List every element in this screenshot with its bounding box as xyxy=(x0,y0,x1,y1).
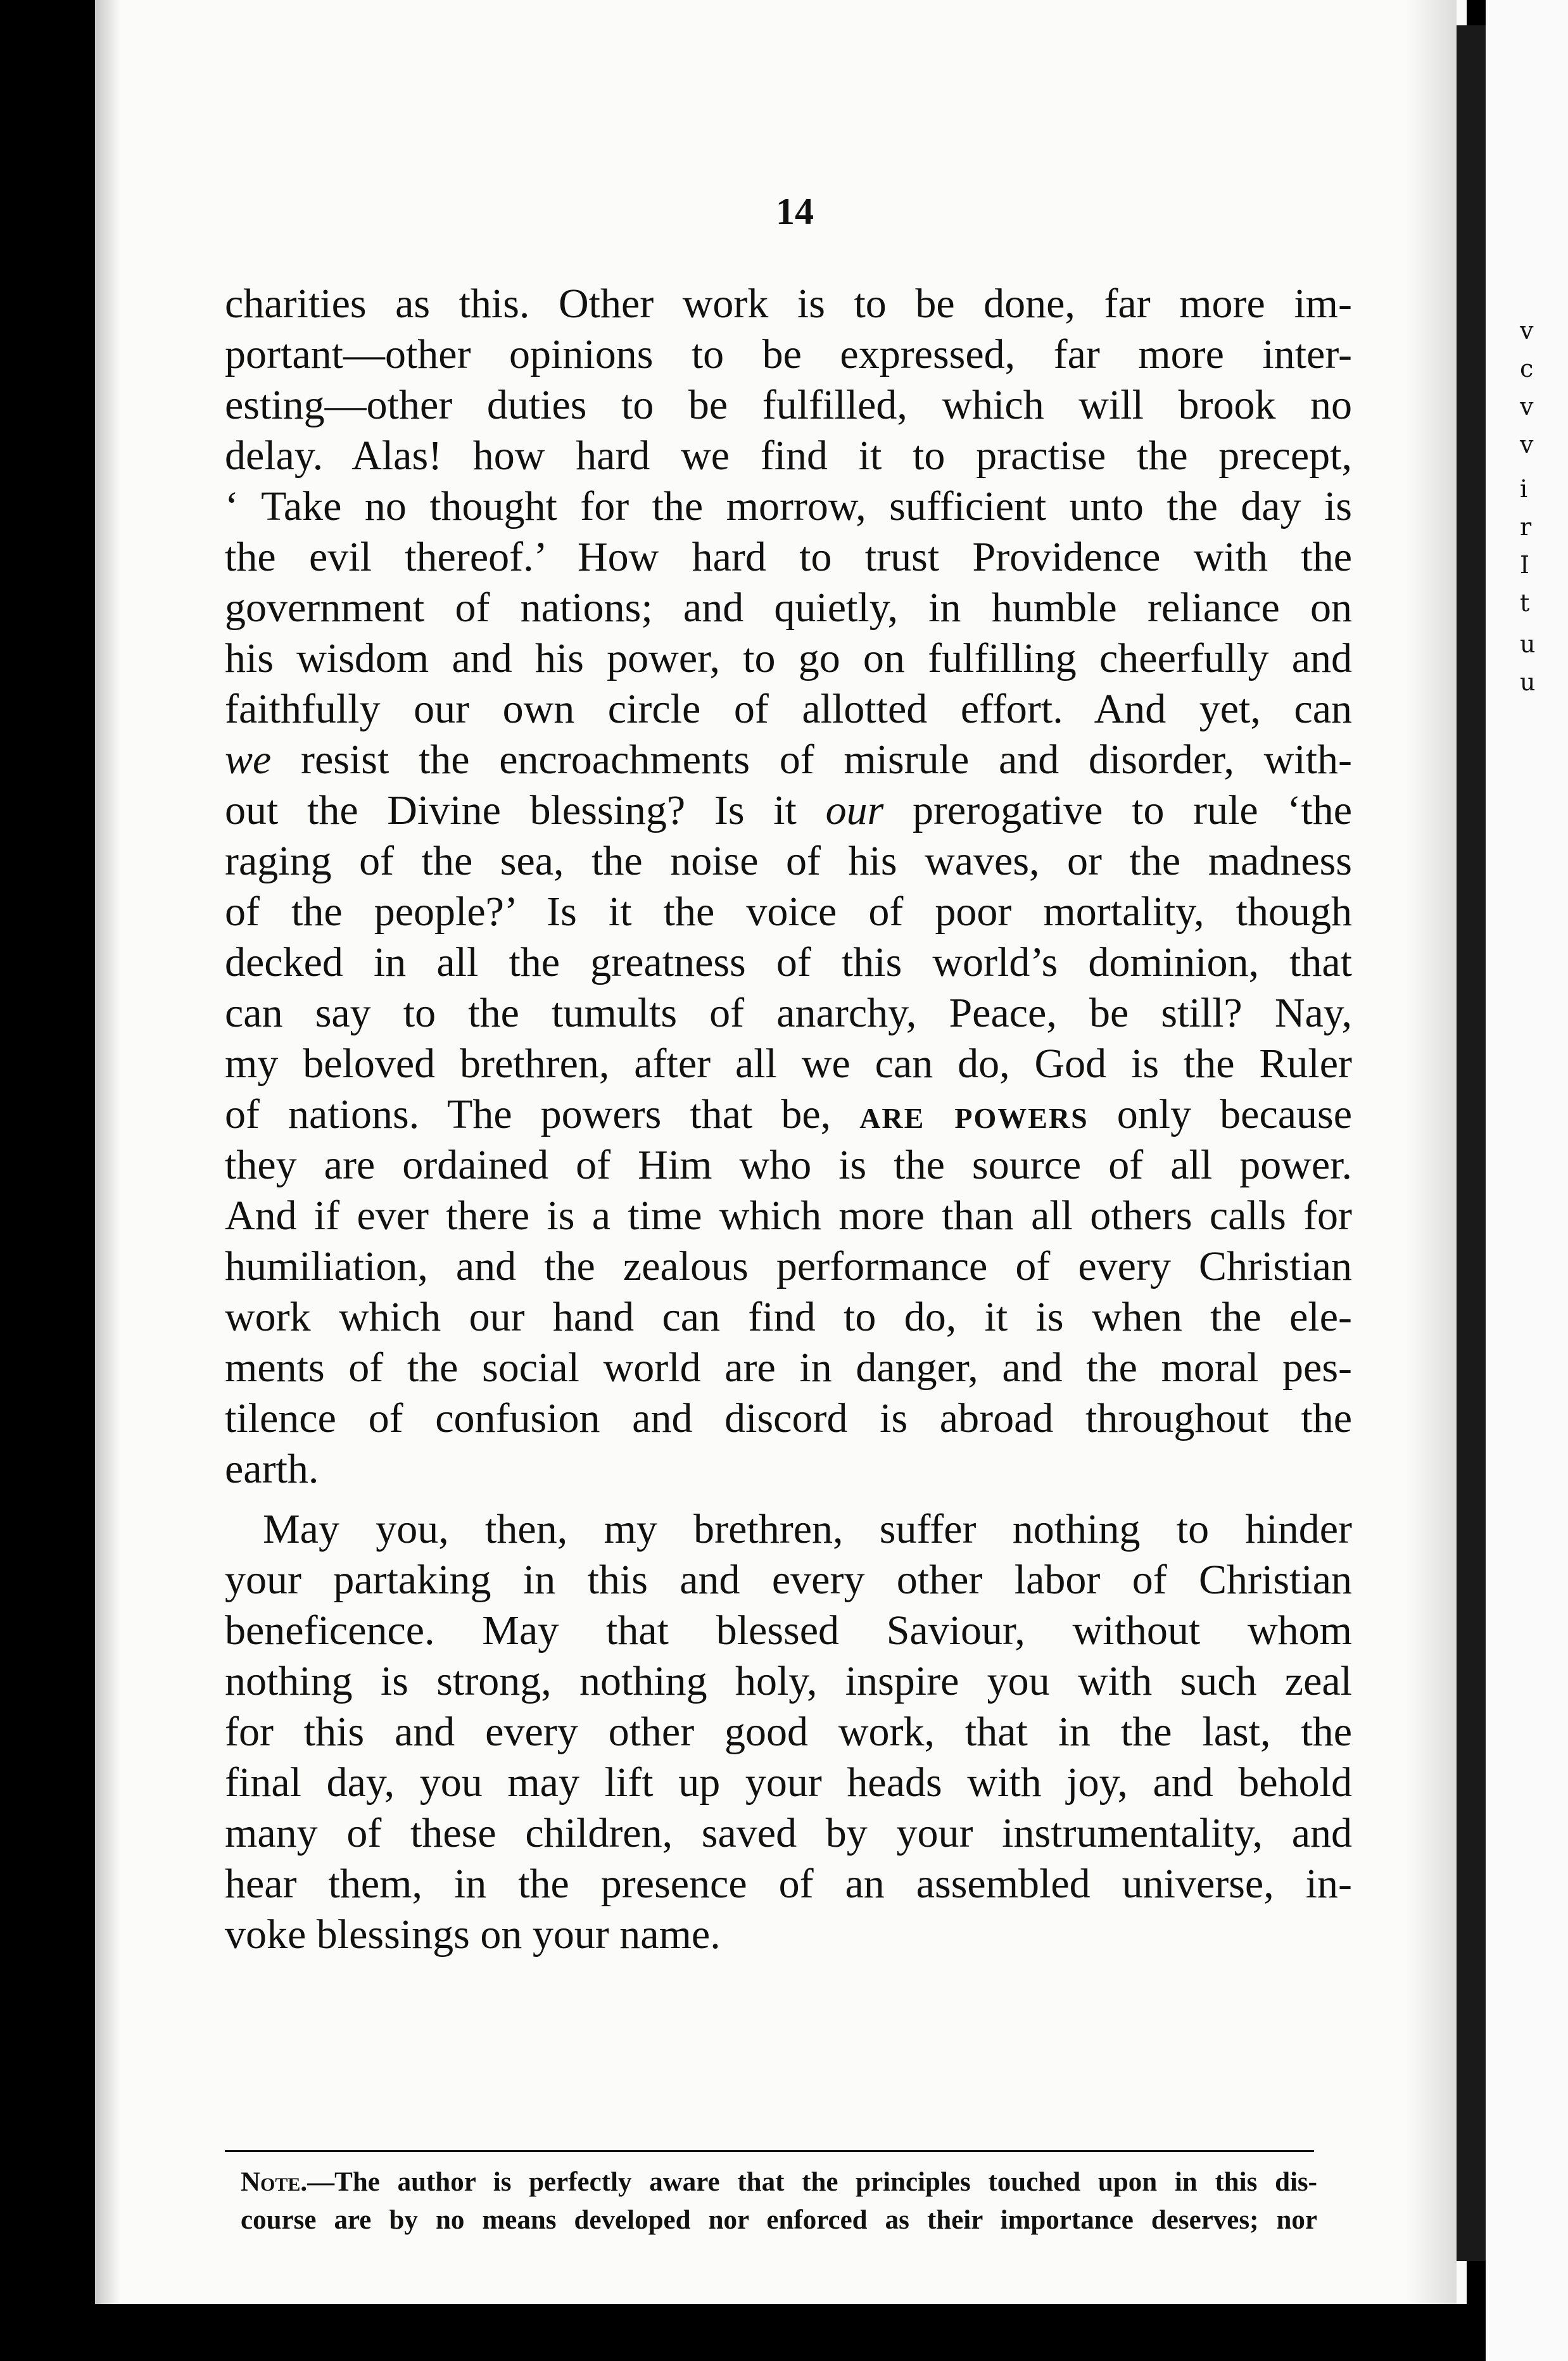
body-line: they are ordained of Him who is the source of all power. xyxy=(225,1142,1352,1188)
body-line: decked in all the greatness of this world’s dominion, that xyxy=(225,939,1352,985)
body-line: my beloved brethren, after all we can do, God is the Ruler xyxy=(225,1041,1352,1087)
body-line-text: out the Divine blessing? Is it xyxy=(225,787,797,833)
body-line: esting—other duties to be fulfilled, which will brook no xyxy=(225,382,1352,428)
body-line xyxy=(225,1089,1352,1140)
emphasis-are-powers: are powers xyxy=(859,1091,1089,1137)
body-line xyxy=(225,735,1352,785)
body-line: May you, then, my brethren, suffer nothing to hinder xyxy=(263,1506,1352,1552)
body-line: his wisdom and his power, to go on fulfilling cheerfully and xyxy=(225,635,1352,681)
fold-shadow xyxy=(1406,0,1457,2304)
adjacent-letter: c xyxy=(1520,355,1534,383)
body-line: for this and every other good work, that in the last, the xyxy=(225,1709,1352,1755)
body-line: beneficence. May that blessed Saviour, without whom xyxy=(225,1607,1352,1654)
emphasis-we: we xyxy=(225,737,272,783)
emphasis-our: our xyxy=(825,787,884,833)
body-line: faithfully our own circle of allotted effort. And yet, can xyxy=(225,686,1352,732)
body-line: hear them, in the presence of an assembled universe, in- xyxy=(225,1861,1352,1907)
body-line: delay. Alas! how hard we find it to practise the precept, xyxy=(225,433,1352,479)
adjacent-letter: v xyxy=(1520,393,1534,421)
body-line: work which our hand can find to do, it is when the ele- xyxy=(225,1294,1352,1340)
adjacent-letter: v xyxy=(1520,431,1534,459)
footnote-label: Note. xyxy=(241,2167,308,2197)
footnote-line xyxy=(241,2166,1317,2199)
footnote-line: course are by no means developed nor enforced as their importance deserves; nor xyxy=(241,2205,1317,2235)
body-line-text: only because xyxy=(1116,1091,1353,1137)
body-line-text: prerogative to rule ‘the xyxy=(912,787,1353,833)
body-line: raging of the sea, the noise of his waves, or the madness xyxy=(225,838,1352,884)
body-line: earth. xyxy=(225,1446,319,1492)
book-binding xyxy=(1457,25,1486,2261)
body-line: many of these children, saved by your instrumentality, and xyxy=(225,1810,1352,1856)
body-line-text: resist the encroachments of misrule and disorder, with- xyxy=(300,737,1352,783)
body-line: ments of the social world are in danger, and the moral pes- xyxy=(225,1345,1352,1391)
adjacent-letter: r xyxy=(1520,513,1532,541)
page-number: 14 xyxy=(776,191,814,232)
body-line: nothing is strong, nothing holy, inspire you with such zeal xyxy=(225,1658,1352,1704)
adjacent-letter: u xyxy=(1520,630,1536,658)
body-line: portant—other opinions to be expressed, far more inter- xyxy=(225,331,1352,377)
body-line: voke blessings on your name. xyxy=(225,1911,721,1958)
body-line: final day, you may lift up your heads with joy, and behold xyxy=(225,1759,1352,1806)
body-line xyxy=(225,785,1352,836)
page-edge-shadow xyxy=(95,0,120,2304)
adjacent-letter: i xyxy=(1520,475,1528,503)
body-line: charities as this. Other work is to be done, far more im- xyxy=(225,281,1352,327)
body-line: of the people?’ Is it the voice of poor mortality, though xyxy=(225,889,1352,935)
footnote-divider xyxy=(225,2150,1314,2152)
body-line: ‘ Take no thought for the morrow, sufficient unto the day is xyxy=(225,483,1352,529)
adjacent-letter: v xyxy=(1520,317,1534,345)
adjacent-letter: u xyxy=(1520,668,1536,696)
adjacent-letter: t xyxy=(1520,589,1530,617)
body-line: the evil thereof.’ How hard to trust Providence with the xyxy=(225,534,1352,580)
body-line: can say to the tumults of anarchy, Peace, be still? Nay, xyxy=(225,990,1352,1036)
footnote-text: —The author is perfectly aware that the principles touched upon in this dis- xyxy=(307,2167,1317,2197)
body-line: tilence of confusion and discord is abroad throughout the xyxy=(225,1395,1352,1441)
body-line: humiliation, and the zealous performance of every Christian xyxy=(225,1243,1352,1289)
body-line-text: of nations. The powers that be, xyxy=(225,1091,831,1137)
body-line: your partaking in this and every other labor of Christian xyxy=(225,1557,1352,1603)
adjacent-letter: I xyxy=(1520,551,1530,579)
body-line: And if ever there is a time which more than all others calls for xyxy=(225,1193,1352,1239)
body-line: government of nations; and quietly, in humble reliance on xyxy=(225,585,1352,631)
